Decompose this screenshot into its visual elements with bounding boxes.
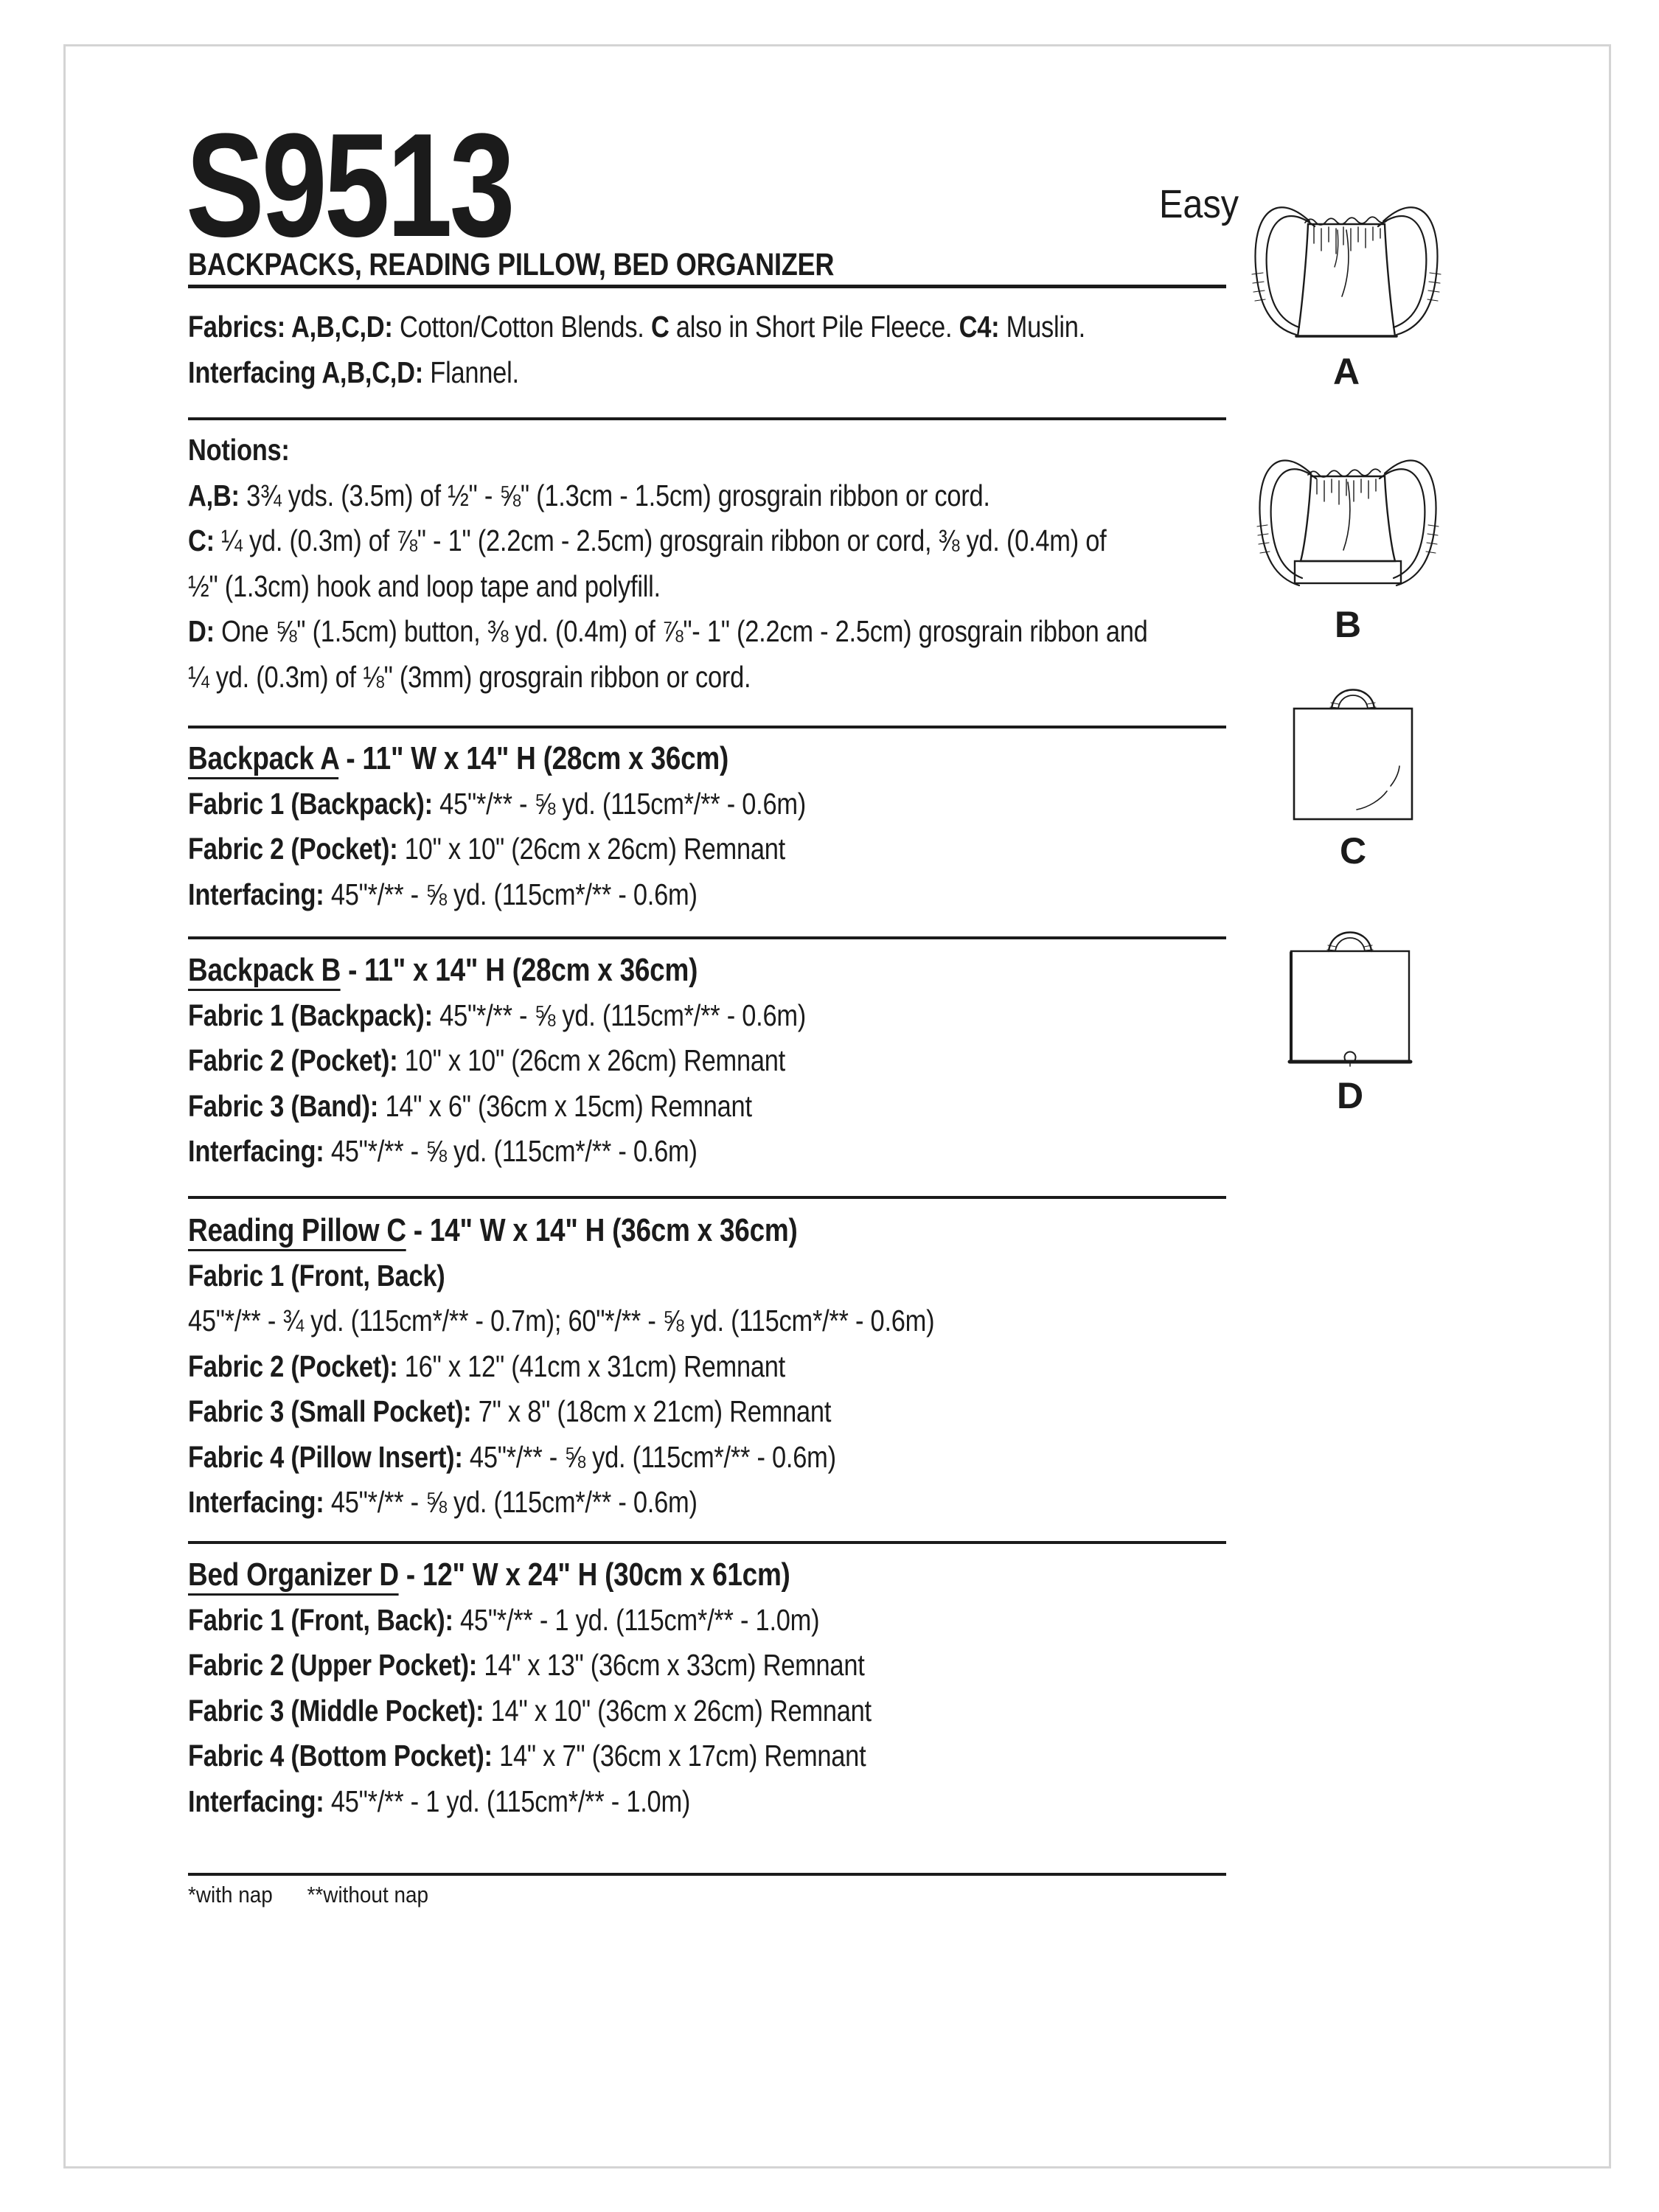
view-b-illustration: [1252, 441, 1444, 646]
section-reading-pillow-c: [188, 1208, 1278, 1526]
text-line: Fabric 3 (Middle Pocket): 14" x 10" (36cm x 26cm) Remnant: [188, 1693, 872, 1728]
view-label: C: [1339, 830, 1367, 872]
view-label: B: [1334, 604, 1362, 645]
text-line: Fabric 1 (Backpack): 45"*/** - ⅝ yd. (115cm*/** - 0.6m): [188, 998, 807, 1032]
text-line: Fabric 2 (Upper Pocket): 14" x 13" (36cm x 33cm) Remnant: [188, 1648, 865, 1682]
section-backpack-a: [188, 736, 1278, 917]
view-d-illustration: [1281, 914, 1419, 1117]
text-line: Fabric 1 (Front, Back): [188, 1258, 445, 1293]
pattern-number: S9513: [186, 103, 512, 268]
text-line: ¼ yd. (0.3m) of ⅛" (3mm) grosgrain ribbon or cord.: [188, 659, 751, 694]
section-backpack-b: [188, 947, 1278, 1175]
section-divider: [188, 1873, 1226, 1876]
view-label: D: [1336, 1075, 1364, 1116]
section-divider: [188, 1196, 1226, 1199]
bed-organizer-icon: [1281, 914, 1419, 1067]
text-line: Fabric 3 (Band): 14" x 6" (36cm x 15cm) Remnant: [188, 1088, 752, 1123]
text-line: Notions:: [188, 433, 290, 467]
text-line: Fabric 4 (Bottom Pocket): 14" x 7" (36cm x 17cm) Remnant: [188, 1739, 866, 1773]
text-line: Reading Pillow C - 14" W x 14" H (36cm x 36cm): [188, 1208, 1278, 1253]
section-divider: [188, 936, 1226, 939]
section-notions: [188, 428, 1278, 700]
drawstring-backpack-icon: [1243, 184, 1450, 343]
text-line: Interfacing A,B,C,D: Flannel.: [188, 355, 519, 389]
text-line: Fabric 4 (Pillow Insert): 45"*/** - ⅝ yd. (115cm*/** - 0.6m): [188, 1439, 836, 1474]
view-c-illustration: [1284, 675, 1422, 872]
text-line: Interfacing: 45"*/** - ⅝ yd. (115cm*/** - 0.6m): [188, 1485, 698, 1519]
text-line: A,B: 3¾ yds. (3.5m) of ½" - ⅝" (1.3cm - 1.5cm) grosgrain ribbon or cord.: [188, 478, 990, 512]
page-title: BACKPACKS, READING PILLOW, BED ORGANIZER: [188, 247, 835, 282]
text-line: Bed Organizer D - 12" W x 24" H (30cm x 61cm): [188, 1552, 1278, 1598]
text-line: Fabric 3 (Small Pocket): 7" x 8" (18cm x 21cm) Remnant: [188, 1394, 832, 1428]
footnote: [188, 1882, 463, 1908]
text-line: Fabric 2 (Pocket): 16" x 12" (41cm x 31cm) Remnant: [188, 1349, 785, 1383]
text-line: Fabric 2 (Pocket): 10" x 10" (26cm x 26cm) Remnant: [188, 832, 785, 866]
view-label: A: [1332, 351, 1360, 392]
text-line: Fabrics: A,B,C,D: Cotton/Cotton Blends. C also in Short Pile Fleece. C4: Muslin.: [188, 310, 1085, 344]
footnote-with-nap: *with nap: [188, 1882, 273, 1907]
text-line: D: One ⅝" (1.5cm) button, ⅜ yd. (0.4m) of ⅞"- 1" (2.2cm - 2.5cm) grosgrain ribbon and: [188, 614, 1148, 648]
section-fabrics: [188, 305, 1278, 395]
text-line: Backpack A - 11" W x 14" H (28cm x 36cm): [188, 736, 1278, 782]
text-line: C: ¼ yd. (0.3m) of ⅞" - 1" (2.2cm - 2.5cm) grosgrain ribbon or cord, ⅜ yd. (0.4m) of: [188, 524, 1107, 557]
section-divider: [188, 1541, 1226, 1544]
reading-pillow-icon: [1284, 675, 1422, 822]
text-line: Backpack B - 11" x 14" H (28cm x 36cm): [188, 947, 1278, 993]
text-line: Fabric 1 (Front, Back): 45"*/** - 1 yd. (115cm*/** - 1.0m): [188, 1602, 820, 1637]
view-a-illustration: [1243, 184, 1450, 393]
text-line: 45"*/** - ¾ yd. (115cm*/** - 0.7m); 60"*/** - ⅝ yd. (115cm*/** - 0.6m): [188, 1304, 935, 1338]
section-bed-organizer-d: [188, 1552, 1278, 1824]
difficulty-label: Easy: [1159, 182, 1239, 226]
section-divider: [188, 726, 1226, 728]
text-line: Interfacing: 45"*/** - ⅝ yd. (115cm*/** - 0.6m): [188, 1134, 698, 1168]
text-line: Fabric 1 (Backpack): 45"*/** - ⅝ yd. (115cm*/** - 0.6m): [188, 786, 807, 821]
text-line: Interfacing: 45"*/** - ⅝ yd. (115cm*/** - 0.6m): [188, 877, 698, 911]
drawstring-backpack-band-icon: [1252, 441, 1444, 596]
section-divider: [188, 417, 1226, 420]
text-line: Interfacing: 45"*/** - 1 yd. (115cm*/** - 1.0m): [188, 1784, 691, 1818]
text-line: Fabric 2 (Pocket): 10" x 10" (26cm x 26cm) Remnant: [188, 1043, 785, 1077]
section-divider: [188, 285, 1226, 288]
footnote-without-nap: **without nap: [307, 1882, 428, 1907]
text-line: ½" (1.3cm) hook and loop tape and polyfill.: [188, 568, 661, 603]
